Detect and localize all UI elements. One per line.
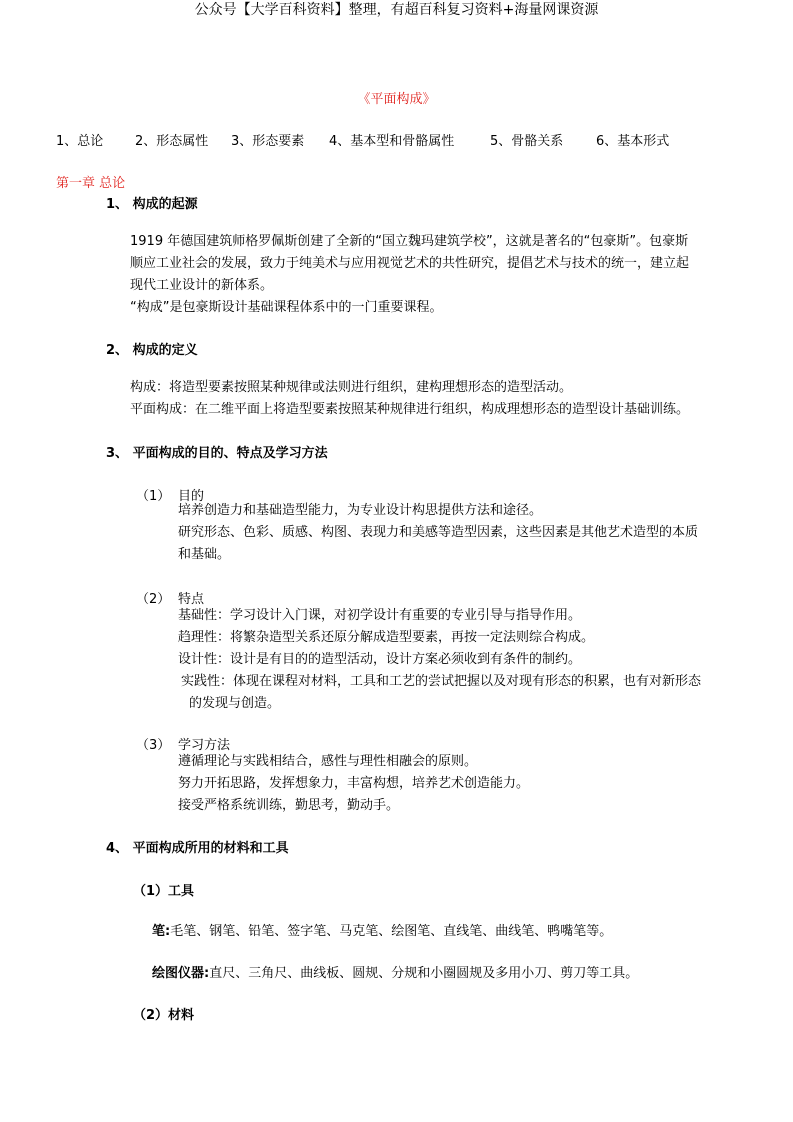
subsection-body: [178, 500, 698, 566]
toc-item: 2、形态属性: [135, 134, 209, 149]
subsection-body: [178, 605, 701, 715]
section-2-heading: 2、 构成的定义: [106, 343, 198, 358]
paragraph-line: 实践性：体现在课程对材料，工具和工艺的尝试把握以及对现有形态的积累，也有对新形态: [181, 674, 702, 689]
tools-heading: （1）工具: [133, 884, 195, 899]
subsection-body: [178, 751, 529, 817]
instruments-label: 绘图仪器:: [152, 966, 210, 981]
paragraph-line: 和基础。: [178, 547, 231, 562]
section-1-heading: 1、 构成的起源: [106, 197, 198, 212]
paragraph-line: 遵循理论与实践相结合，感性与理性相融会的原则。: [178, 754, 478, 769]
section-3-heading: 3、 平面构成的目的、特点及学习方法: [106, 446, 328, 461]
paragraph-line: 的发现与创造。: [189, 696, 281, 711]
paragraph-line: 平面构成：在二维平面上将造型要素按照某种规律进行组织，构成理想形态的造型设计基础训练。: [130, 402, 690, 417]
page-header: 公众号【大学百科资料】整理，有超百科复习资料+海量网课资源: [194, 2, 599, 18]
pen-text: 毛笔、钢笔、铅笔、签字笔、马克笔、绘图笔、直线笔、曲线笔、鸭嘴笔等。: [170, 924, 613, 939]
subsection-label: 学习方法: [178, 738, 231, 753]
pen-line: [152, 920, 612, 939]
paragraph-line: 培养创造力和基础造型能力，为专业设计构思提供方法和途径。: [178, 503, 543, 518]
subsection-number: （1）: [136, 489, 171, 504]
instruments-line: [152, 962, 638, 981]
toc-item: 5、骨骼关系: [490, 134, 564, 149]
paragraph-line: 基础性：学习设计入门课，对初学设计有重要的专业引导与指导作用。: [178, 608, 582, 623]
paragraph-line: 1919 年德国建筑师格罗佩斯创建了全新的“国立魏玛建筑学校”，这就是著名的“包豪斯”。包豪斯: [130, 234, 689, 249]
paragraph-line: 努力开拓思路，发挥想象力，丰富构想，培养艺术创造能力。: [178, 776, 530, 791]
section-4-heading: 4、 平面构成所用的材料和工具: [106, 841, 289, 856]
toc-item: 6、基本形式: [596, 134, 670, 149]
pen-label: 笔:: [152, 924, 171, 939]
subsection-number: （3）: [136, 738, 171, 753]
toc-item: 3、形态要素: [231, 134, 305, 149]
chapter-heading: 第一章 总论: [56, 176, 126, 191]
instruments-text: 直尺、三角尺、曲线板、圆规、分规和小圈圆规及多用小刀、剪刀等工具。: [209, 966, 639, 981]
paragraph-line: 研究形态、色彩、质感、构图、表现力和美感等造型因素，这些因素是其他艺术造型的本质: [178, 525, 699, 540]
toc-item: 4、基本型和骨骼属性: [329, 134, 455, 149]
materials-heading: （2）材料: [133, 1008, 195, 1023]
paragraph-line: 接受严格系统训练，勤思考，勤动手。: [178, 798, 400, 813]
paragraph-line: 构成：将造型要素按照某种规律或法则进行组织，建构理想形态的造型活动。: [130, 380, 573, 395]
document-title: 《平面构成》: [357, 92, 436, 107]
paragraph-line: 设计性：设计是有目的的造型活动，设计方案必须收到有条件的制约。: [178, 652, 582, 667]
paragraph-line: 趋理性：将繁杂造型关系还原分解成造型要素，再按一定法则综合构成。: [178, 630, 595, 645]
subsection-label: 特点: [178, 592, 205, 607]
paragraph-line: 顺应工业社会的发展，致力于纯美术与应用视觉艺术的共性研究，提倡艺术与技术的统一，建立起: [130, 256, 690, 271]
paragraph-line: 现代工业设计的新体系。: [130, 278, 274, 293]
toc-item: 1、总论: [56, 134, 104, 149]
subsection-number: （2）: [136, 592, 171, 607]
section-1-body: [130, 231, 689, 319]
paragraph-line: “构成”是包豪斯设计基础课程体系中的一门重要课程。: [130, 300, 443, 315]
subsection-label: 目的: [178, 489, 205, 504]
section-2-body: [130, 377, 689, 421]
